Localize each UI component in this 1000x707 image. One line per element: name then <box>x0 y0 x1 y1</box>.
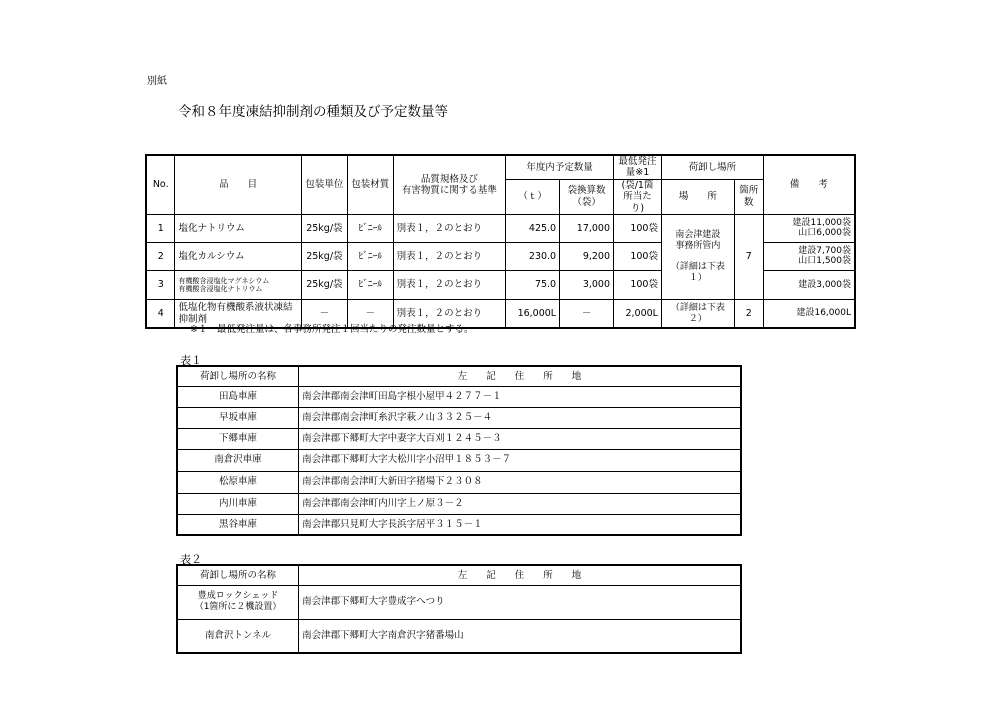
table2-name: 豊成ロックシェッド （1箇所に２機設置） <box>177 585 299 619</box>
header-pack-material: 包装材質 <box>347 155 393 214</box>
row-remarks: 建設3,000袋 <box>763 270 855 299</box>
merged-count: 7 <box>734 214 763 299</box>
table-row <box>177 449 741 471</box>
row-bags: 3,000 <box>560 270 614 299</box>
header-spec: 品質規格及び 有害物質に関する基準 <box>393 155 506 214</box>
table-row <box>177 514 741 535</box>
row-remarks: 建設7,700袋 山口1,500袋 <box>763 242 855 270</box>
table1-name: 内川車庫 <box>177 493 299 514</box>
header-annual-qty: 年度内予定数量 <box>506 155 614 179</box>
table2-name: 南倉沢トンネル <box>177 619 299 653</box>
header-unit-t: （ｔ） <box>506 179 560 214</box>
table1-name: 田島車庫 <box>177 386 299 407</box>
table-row <box>177 585 741 619</box>
table1-addr: 南会津郡南会津町内川字上ノ原３－２ <box>299 493 741 514</box>
row-no: 1 <box>146 214 175 242</box>
row-remarks: 建設11,000袋 山口6,000袋 <box>763 214 855 242</box>
table1-header-addr: 左 記 住 所 地 <box>299 366 741 386</box>
row-item: 塩化ナトリウム <box>175 214 301 242</box>
header-unload: 荷卸し場所 <box>661 155 763 179</box>
merged-place: 南会津建設 事務所管内 （詳細は下表１） <box>661 214 734 299</box>
main-table <box>145 154 856 329</box>
table1-name: 松原車庫 <box>177 471 299 493</box>
row-min: 100袋 <box>614 214 662 242</box>
row-t: 75.0 <box>506 270 560 299</box>
row-t: 230.0 <box>506 242 560 270</box>
table2-header-name: 荷卸し場所の名称 <box>177 565 299 585</box>
page-title: 令和８年度凍結抑制剤の種類及び予定数量等 <box>178 104 448 120</box>
row-t: 425.0 <box>506 214 560 242</box>
table1-header <box>177 366 741 386</box>
row-unit: － <box>301 299 347 328</box>
row-spec: 別表１，２のとおり <box>393 242 506 270</box>
row-material: ﾋﾞﾆｰﾙ <box>347 214 393 242</box>
row-count: 2 <box>734 299 763 328</box>
header-pack-unit: 包装単位 <box>301 155 347 214</box>
row-min: 100袋 <box>614 242 662 270</box>
row-material: ﾋﾞﾆｰﾙ <box>347 270 393 299</box>
table-row <box>177 407 741 428</box>
header-no: No. <box>146 155 175 214</box>
table1-addr: 南会津郡南会津町田島字根小屋甲４２７７－１ <box>299 386 741 407</box>
header-count: 箇所数 <box>734 179 763 214</box>
table-row <box>177 619 741 653</box>
row-remarks: 建設16,000L <box>763 299 855 328</box>
header-unit-bags: 袋換算数（袋） <box>560 179 614 214</box>
table-row <box>177 471 741 493</box>
row-spec: 別表１，２のとおり <box>393 270 506 299</box>
table1-caption: 表１ <box>180 354 202 367</box>
table1-header-name: 荷卸し場所の名称 <box>177 366 299 386</box>
table1-name: 南倉沢車庫 <box>177 449 299 471</box>
table1-addr: 南会津郡下郷町大字大松川字小沼甲１８５３－７ <box>299 449 741 471</box>
footnote: ※１ 最低発注量は、各事務所発注１回当たりの発注数量とする。 <box>190 324 474 335</box>
row-min: 2,000L <box>614 299 662 328</box>
table1-addr: 南会津郡南会津町糸沢字萩ノ山３３２５－４ <box>299 407 741 428</box>
table1-name: 黒谷車庫 <box>177 514 299 535</box>
attachment-label: 別紙 <box>147 76 167 87</box>
row-item: 塩化カルシウム <box>175 242 301 270</box>
row-bags: － <box>560 299 614 328</box>
table-row <box>177 386 741 407</box>
header-remarks: 備 考 <box>763 155 855 214</box>
row-bags: 9,200 <box>560 242 614 270</box>
table2-addr: 南会津郡下郷町大字南倉沢字猪番場山 <box>299 619 741 653</box>
header-min-order-unit: (袋/1箇所当たり) <box>614 179 662 214</box>
row-place: （詳細は下表２） <box>661 299 734 328</box>
row-min: 100袋 <box>614 270 662 299</box>
table2-header-addr: 左 記 住 所 地 <box>299 565 741 585</box>
table1-addr: 南会津郡下郷町大字中妻字大百刈１２４５－３ <box>299 428 741 449</box>
table1 <box>176 365 742 536</box>
row-unit: 25kg/袋 <box>301 242 347 270</box>
header-min-order: 最低発注量※1 <box>614 155 662 179</box>
table-row <box>146 214 855 242</box>
header-place: 場 所 <box>661 179 734 214</box>
row-t: 16,000L <box>506 299 560 328</box>
table1-addr: 南会津郡只見町大字長浜字居平３１５－１ <box>299 514 741 535</box>
row-material: ﾋﾞﾆｰﾙ <box>347 242 393 270</box>
row-unit: 25kg/袋 <box>301 270 347 299</box>
header-row-1 <box>146 155 855 179</box>
table1-addr: 南会津郡南会津町大新田字猪場下２３０８ <box>299 471 741 493</box>
table-row <box>177 428 741 449</box>
table2 <box>176 564 742 654</box>
header-item: 品 目 <box>175 155 301 214</box>
row-spec: 別表１，２のとおり <box>393 214 506 242</box>
table2-addr: 南会津郡下郷町大字豊成字へつり <box>299 585 741 619</box>
row-material: － <box>347 299 393 328</box>
table1-name: 早坂車庫 <box>177 407 299 428</box>
row-bags: 17,000 <box>560 214 614 242</box>
table1-name: 下郷車庫 <box>177 428 299 449</box>
row-no: 3 <box>146 270 175 299</box>
row-item: 低塩化物有機酸系液状凍結抑制剤 <box>175 299 301 328</box>
table2-header <box>177 565 741 585</box>
row-no: 2 <box>146 242 175 270</box>
row-spec: 別表１，２のとおり <box>393 299 506 328</box>
table2-caption: 表２ <box>180 553 202 566</box>
row-item: 有機酸含浸塩化マグネシウム 有機酸含浸塩化ナトリウム <box>175 270 301 299</box>
row-unit: 25kg/袋 <box>301 214 347 242</box>
table-row <box>177 493 741 514</box>
row-no: 4 <box>146 299 175 328</box>
